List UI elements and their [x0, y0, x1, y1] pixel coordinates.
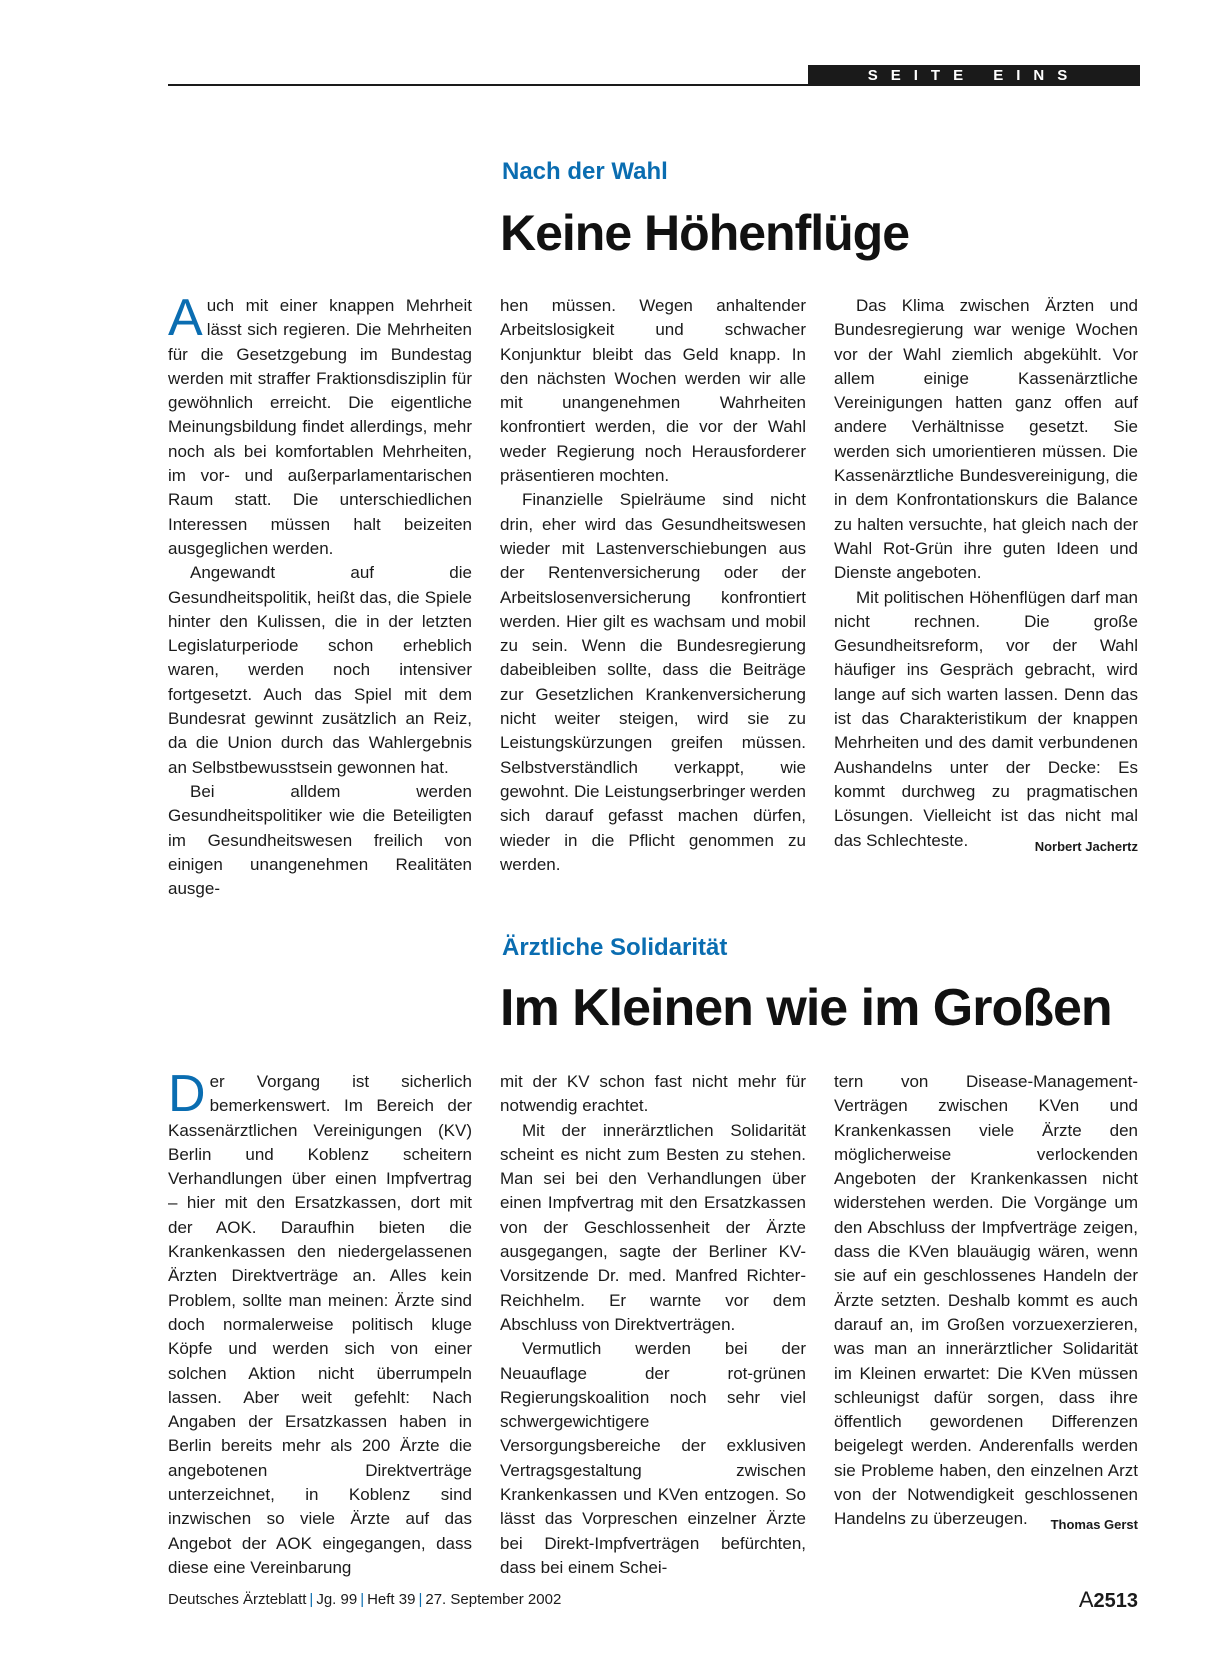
article2-paragraph: Vermutlich werden bei der Neuauflage der rot-grünen Regierungskoalition noch sehr viel schwergewichtigere Versorgungsbereiche der exklusiven Vertragsgestaltung zwischen Krankenkassen und KVen entzogen. So lässt das Vorpreschen einzelner Ärzte bei Direkt-Impfverträgen befürchten, dass bei einem Schei-	[500, 1339, 806, 1577]
article1-paragraph	[834, 586, 1138, 853]
paragraph-text: tern von Disease-Management-Verträgen zwischen KVen und Krankenkassen viele Ärzte den möglicherweise verlockenden Angeboten der Krankenkassen nicht widerstehen werden. Die Vorgänge um den Abschluss der Impfverträge zeigen, dass die KVen blauäugig wären, wenn sie auf ein geschlossenes Handeln der Ärzte setzten. Deshalb kommt es auch darauf an, im Großen vorzuexerzieren, was man an innerärztlicher Solidarität im Kleinen erwartet: Die KVen müssen schleunigst dafür sorgen, dass ihre öffentlich gewordenen Differenzen beigelegt werden. Anderenfalls werden sie Probleme haben, den einzelnen Arzt von der Notwendigkeit geschlossenen Handelns zu überzeugen.	[834, 1072, 1138, 1529]
volume: Jg. 99	[316, 1591, 358, 1608]
article1-headline: Keine Höhenflüge	[500, 205, 910, 261]
issue: Heft 39	[367, 1591, 416, 1608]
article1-paragraph: Das Klima zwischen Ärzten und Bundesregierung war wenige Wochen vor der Wahl ziemlich abgekühlt. Vor allem einige Kassenärztliche Vereinigungen hatten ganz offen auf andere Verhältnisse gesetzt. Sie werden sich umorientieren müssen. Die Kassenärztliche Bundesvereinigung, die in dem Konfrontationskurs die Balance zu halten versuchte, hat gleich nach der Wahl Rot-Grün ihre guten Ideen und Dienste angeboten.	[834, 296, 1138, 583]
journal-name: Deutsches Ärzteblatt	[168, 1591, 307, 1608]
article2-column-3	[834, 1070, 1138, 1538]
dropcap: D	[168, 1065, 206, 1123]
page-prefix: A	[1078, 1587, 1094, 1612]
article2-headline: Im Kleinen wie im Großen	[500, 979, 1112, 1037]
article2-paragraph	[168, 1065, 472, 1580]
article2-kicker: Ärztliche Solidarität	[502, 934, 728, 961]
page-number	[1079, 1587, 1138, 1613]
article1-paragraph: Finanzielle Spielräume sind nicht drin, eher wird das Gesundheitswesen wieder mit Lastenverschiebungen aus der Rentenversicherung oder der Arbeitslosenversicherung konfrontiert werden. Hier gilt es wachsam und mobil zu sein. Wenn die Bundesregierung dabeibleiben sollte, dass die Beiträge zur Gesetzlichen Krankenversicherung nicht weiter steigen, wird sie zu Leistungskürzungen greifen müssen. Selbstverständlich verkappt, wie gewohnt. Die Leistungserbringer werden sich darauf gefasst machen dürfen, wieder in die Pflicht genommen zu werden.	[500, 490, 806, 874]
section-label: SEITE EINS	[808, 65, 1140, 86]
dropcap: A	[168, 289, 203, 347]
page-footer	[168, 1587, 1138, 1615]
article1-kicker: Nach der Wahl	[502, 158, 668, 185]
paragraph-text: uch mit einer knappen Mehrheit lässt sich regieren. Die Mehrheiten für die Gesetzgebung im Bundestag werden mit straffer Fraktionsdisziplin für gewöhnlich erreicht. Die eigentliche Meinungsbildung findet allerdings, mehr noch als bei komfortablen Mehrheiten, im vor- und außerparlamentarischen Raum statt. Die unterschiedlichen Interessen müssen halt beizeiten ausgeglichen werden.	[168, 296, 472, 558]
article2-paragraph: Mit der innerärztlichen Solidarität scheint es nicht zum Besten zu stehen. Man sei bei den Verhandlungen über einen Impfvertrag mit den Ersatzkassen von der Geschlossenheit der Ärzte ausgegangen, sagte der Berliner KV-Vorsitzende Dr. med. Manfred Richter-Reichhelm. Er warnte vor dem Abschluss von Direktverträgen.	[500, 1120, 806, 1334]
article2-paragraph	[834, 1070, 1138, 1532]
page-number-value: 2513	[1093, 1590, 1138, 1612]
footer-citation	[168, 1591, 561, 1608]
paragraph-text: er Vorgang ist sicherlich bemerkenswert. Im Bereich der Kassenärztlichen Vereinigungen (KV) Berlin und Koblenz scheitern Verhandlungen über einen Impfvertrag – hier mit den Ersatzkassen, dort mit der AOK. Daraufhin bieten die Krankenkassen den niedergelassenen Ärzten Direktverträge an. Alles kein Problem, sollte man meinen: Ärzte sind doch normalerweise politisch kluge Köpfe und werden sich von einer solchen Aktion nicht überrumpeln lassen. Aber weit gefehlt: Nach Angaben der Ersatzkassen haben in Berlin bereits mehr als 200 Ärzte die angebotenen Direktverträge unterzeichnet, in Koblenz sind inzwischen so viele Ärzte auf das Angebot der AOK eingegangen, dass diese eine Vereinbarung	[168, 1072, 472, 1577]
article2-column-1	[168, 1065, 472, 1580]
issue-date: 27. September 2002	[425, 1591, 562, 1608]
separator: |	[360, 1591, 365, 1608]
article2-paragraph: mit der KV schon fast nicht mehr für notwendig erachtet.	[500, 1072, 806, 1116]
article1-column-1	[168, 289, 472, 901]
separator: |	[418, 1591, 423, 1608]
author-byline: Thomas Gerst	[1050, 1517, 1138, 1533]
paragraph-text: Mit politischen Höhenflügen darf man nicht rechnen. Die große Gesundheitsreform, vor der Wahl häufiger ins Gespräch gebracht, wird lange auf sich warten lassen. Denn das ist das Charakteristikum der knappen Mehrheiten und des damit verbundenen Aushandelns unter der Decke: Es kommt durchweg zu pragmatischen Lösungen. Vielleicht ist das nicht mal das Schlechteste.	[834, 587, 1138, 850]
article1-paragraph: Angewandt auf die Gesundheitspolitik, heißt das, die Spiele hinter den Kulissen, die in der letzten Legislaturperiode schon erheblich waren, werden noch intensiver fortgesetzt. Auch das Spiel mit dem Bundesrat gewinnt zusätzlich an Reiz, da die Union durch das Wahlergebnis an Selbstbewusstsein gewonnen hat.	[168, 563, 472, 777]
article2-column-2	[500, 1070, 806, 1580]
article1-paragraph	[168, 289, 472, 561]
article1-paragraph: Bei alldem werden Gesundheitspolitiker wie die Beteiligten im Gesundheitswesen freilich von einigen unangenehmen Realitäten ausge-	[168, 781, 472, 899]
article1-column-3	[834, 294, 1138, 859]
article1-column-2	[500, 294, 806, 877]
article1-paragraph: hen müssen. Wegen anhaltender Arbeitslosigkeit und schwacher Konjunktur bleibt das Geld knapp. In den nächsten Wochen werden wir alle mit unangenehmen Wahrheiten konfrontiert werden, die vor der Wahl weder Regierung noch Herausforderer präsentieren mochten.	[500, 296, 806, 486]
author-byline: Norbert Jachertz	[1034, 838, 1138, 854]
separator: |	[309, 1591, 314, 1608]
